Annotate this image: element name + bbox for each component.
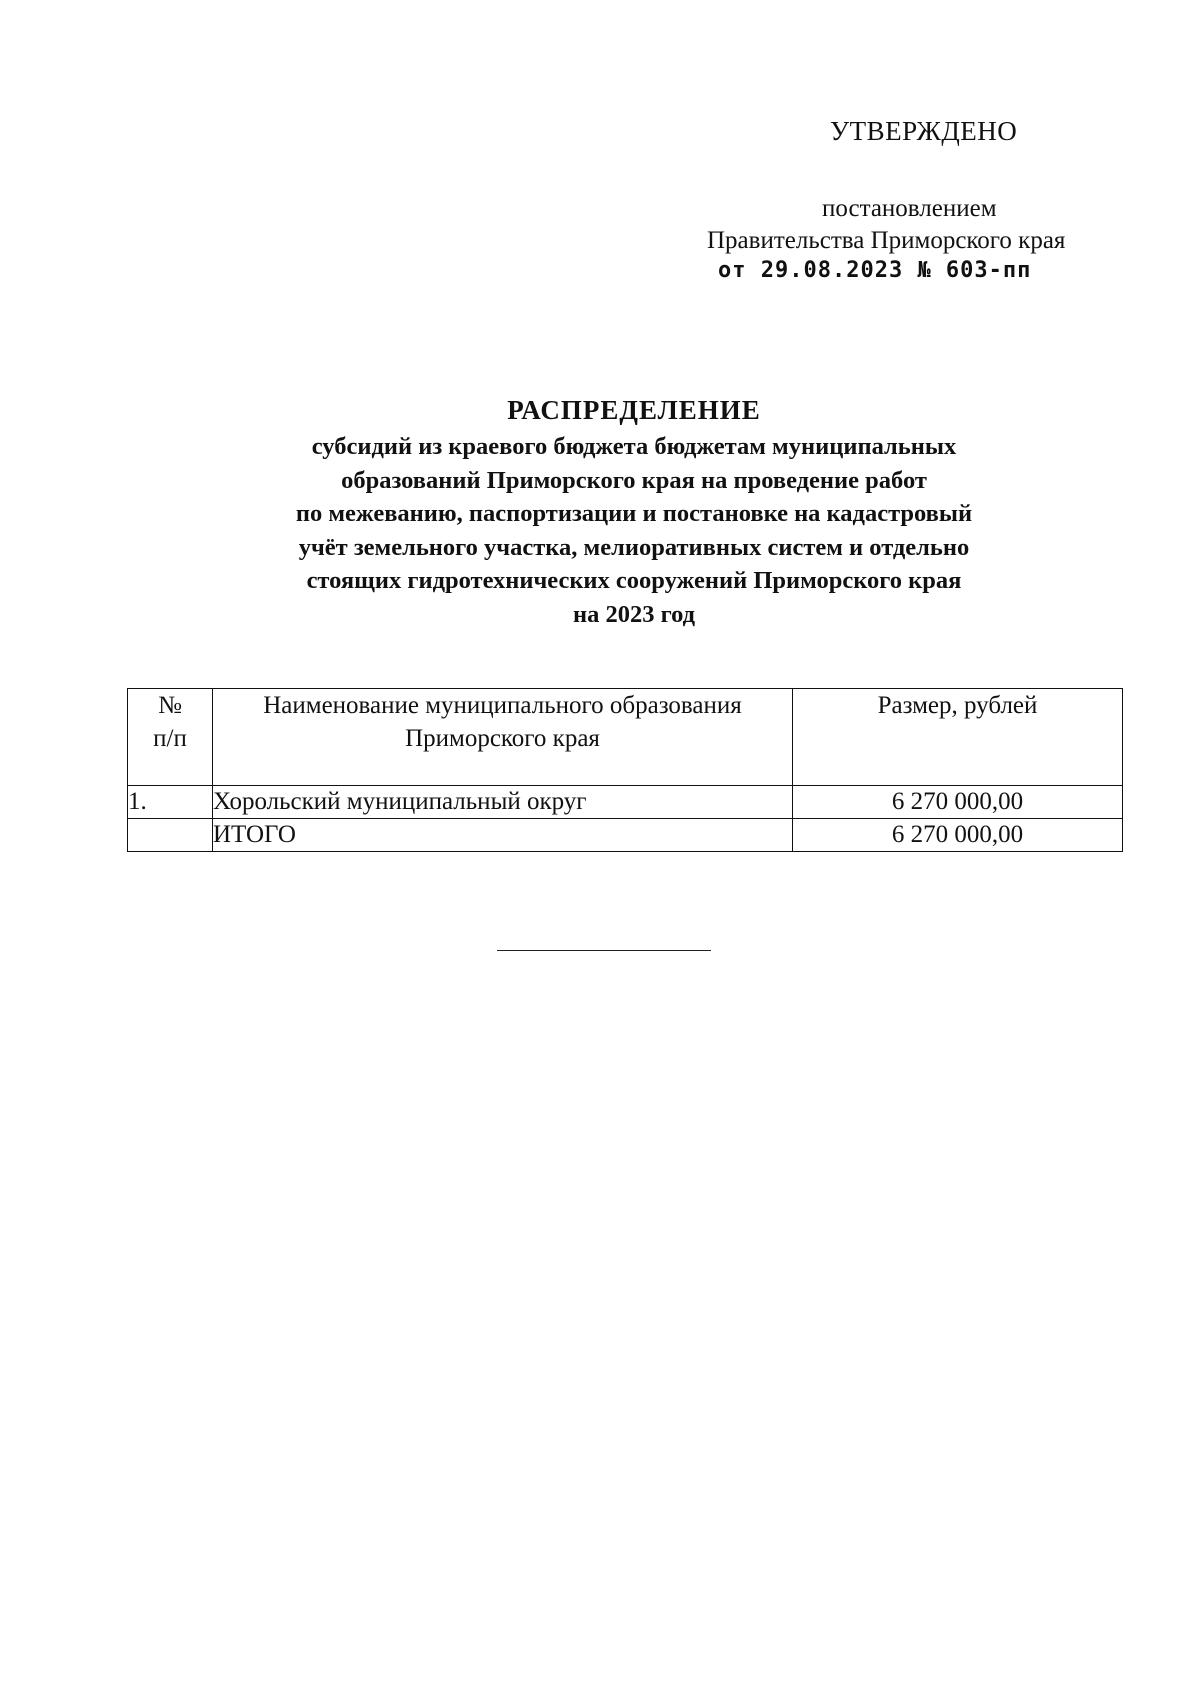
table-total-row: [128, 819, 1123, 852]
document-title: РАСПРЕДЕЛЕНИЕ: [507, 395, 761, 425]
subtitle-line: субсидий из краевого бюджета бюджетам муниципальных: [311, 433, 957, 460]
header-number-sign: №: [158, 692, 182, 719]
row-amount: 6 270 000,00: [793, 786, 1123, 819]
subtitle-line: учёт земельного участка, мелиоративных систем и отдельно: [298, 533, 970, 561]
subtitle-line: стоящих гидротехнических сооружений Приморского края: [306, 567, 962, 594]
approval-resolution-label: постановлением: [822, 195, 997, 222]
distribution-table: [127, 688, 1123, 852]
subtitle-line: на 2023 год: [572, 600, 696, 628]
document-subtitle: [160, 430, 1108, 631]
header-number: [128, 689, 213, 786]
total-number: [128, 819, 213, 852]
header-name: [213, 689, 793, 786]
end-divider: [497, 950, 711, 951]
approval-date-number: от 29.08.2023 № 603-пп: [718, 258, 1032, 283]
approval-government: Правительства Приморского края: [707, 227, 1066, 254]
total-label: ИТОГО: [213, 819, 793, 852]
header-amount: Размер, рублей: [793, 689, 1123, 786]
row-number: 1.: [128, 786, 213, 819]
row-name: Хорольский муниципальный округ: [213, 786, 793, 819]
approval-title: УТВЕРЖДЕНО: [830, 116, 1018, 146]
total-amount: 6 270 000,00: [793, 819, 1123, 852]
subtitle-line: образований Приморского края на проведение работ: [341, 466, 927, 494]
header-number-label: п/п: [153, 725, 187, 752]
header-name-line2: Приморского края: [405, 725, 600, 752]
table-header-row: [128, 689, 1123, 786]
table-row: [128, 786, 1123, 819]
header-name-line1: Наименование муниципального образования: [263, 692, 742, 719]
subtitle-line: по межеванию, паспортизации и постановке на кадастровый: [295, 500, 973, 527]
